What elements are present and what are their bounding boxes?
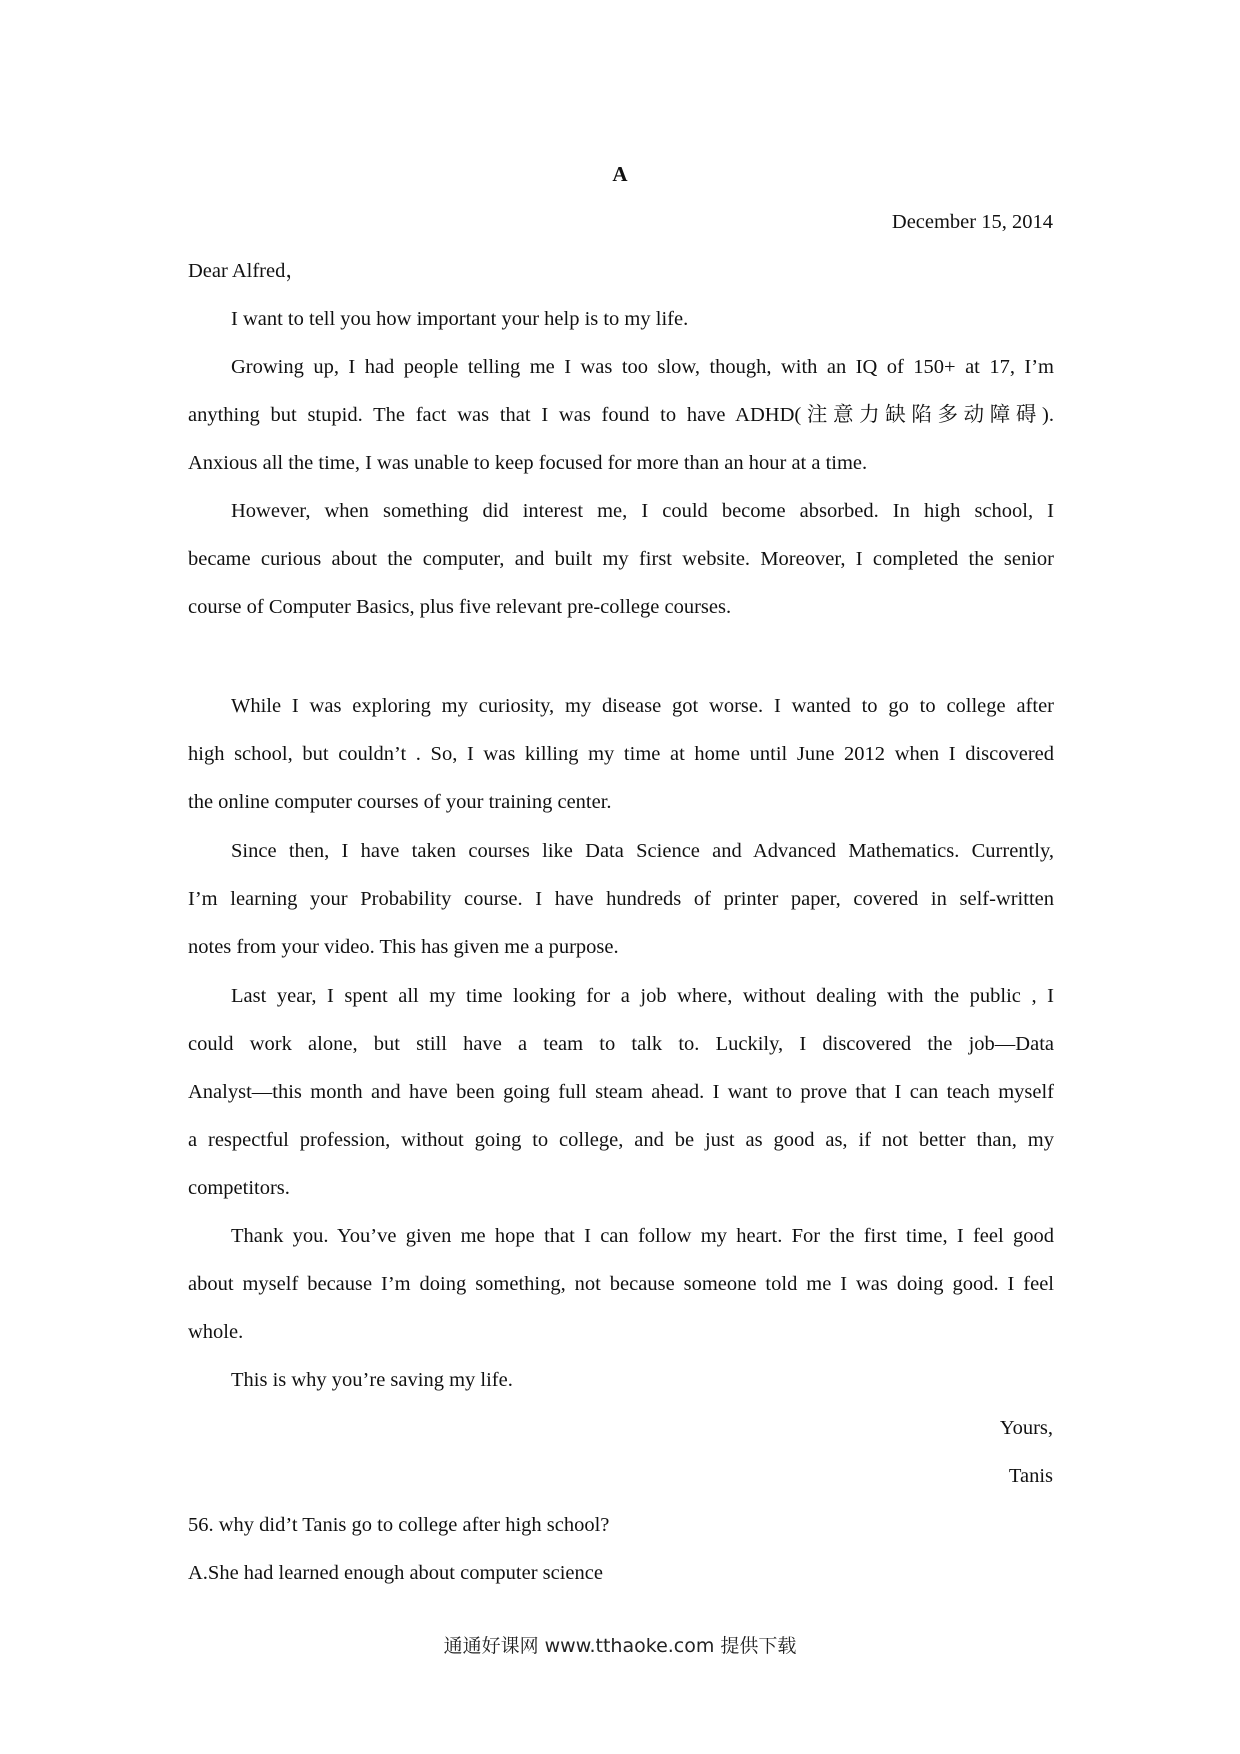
paragraph-7-line-3: whole. xyxy=(188,1321,244,1343)
paragraph-6-line-1: Last year, I spent all my time looking for a job where, without dealing with the public , I xyxy=(231,985,1054,1007)
paragraph-4-line-1: While I was exploring my curiosity, my disease got worse. I wanted to go to college after xyxy=(231,695,1054,717)
paragraph-6-line-3: Analyst—this month and have been going full steam ahead. I want to prove that I can teach myself xyxy=(188,1081,1054,1103)
paragraph-7-line-2: about myself because I’m doing something, not because someone told me I was doing good. I feel xyxy=(188,1273,1054,1295)
letter-date: December 15, 2014 xyxy=(891,211,1053,233)
paragraph-3-line-3: course of Computer Basics, plus five relevant pre-college courses. xyxy=(188,596,732,618)
paragraph-2-line-1: Growing up, I had people telling me I was too slow, though, with an IQ of 150+ at 17, I’m xyxy=(231,356,1054,378)
paragraph-7-line-1: Thank you. You’ve given me hope that I can follow my heart. For the first time, I feel good xyxy=(231,1225,1054,1247)
salutation: Dear Alfred， xyxy=(188,260,306,282)
paragraph-2-line-3: Anxious all the time, I was unable to keep focused for more than an hour at a time. xyxy=(188,452,868,474)
paragraph-5-line-3: notes from your video. This has given me a purpose. xyxy=(188,936,619,958)
question-56-option-a: A.She had learned enough about computer science xyxy=(188,1562,603,1584)
paragraph-1: I want to tell you how important your help is to my life. xyxy=(231,308,689,330)
paragraph-6-line-5: competitors. xyxy=(188,1177,290,1199)
paragraph-6-line-4: a respectful profession, without going to college, and be just as good as, if not better than, my xyxy=(188,1129,1054,1151)
paragraph-6-line-2: could work alone, but still have a team to talk to. Luckily, I discovered the job—Data xyxy=(188,1033,1054,1055)
footer-watermark: 通通好课网 www.tthaoke.com 提供下载 xyxy=(443,1635,797,1657)
paragraph-4-line-2: high school, but couldn’t . So, I was killing my time at home until June 2012 when I discovered xyxy=(188,743,1054,765)
paragraph-2-line-2: anything but stupid. The fact was that I was found to have ADHD(注意力缺陷多动障碍). xyxy=(188,404,1054,426)
section-heading: A xyxy=(612,162,628,186)
letter-closing: Yours, xyxy=(999,1417,1053,1439)
letter-signature: Tanis xyxy=(1008,1465,1053,1487)
paragraph-3-line-1: However, when something did interest me, I could become absorbed. In high school, I xyxy=(231,500,1054,522)
paragraph-8: This is why you’re saving my life. xyxy=(231,1369,513,1391)
paragraph-5-line-1: Since then, I have taken courses like Data Science and Advanced Mathematics. Currently, xyxy=(231,840,1054,862)
paragraph-3-line-2: became curious about the computer, and built my first website. Moreover, I completed the senior xyxy=(188,548,1054,570)
paragraph-5-line-2: I’m learning your Probability course. I have hundreds of printer paper, covered in self-written xyxy=(188,888,1054,910)
question-56: 56. why did’t Tanis go to college after high school? xyxy=(188,1514,610,1536)
paragraph-4-line-3: the online computer courses of your training center. xyxy=(188,791,612,813)
